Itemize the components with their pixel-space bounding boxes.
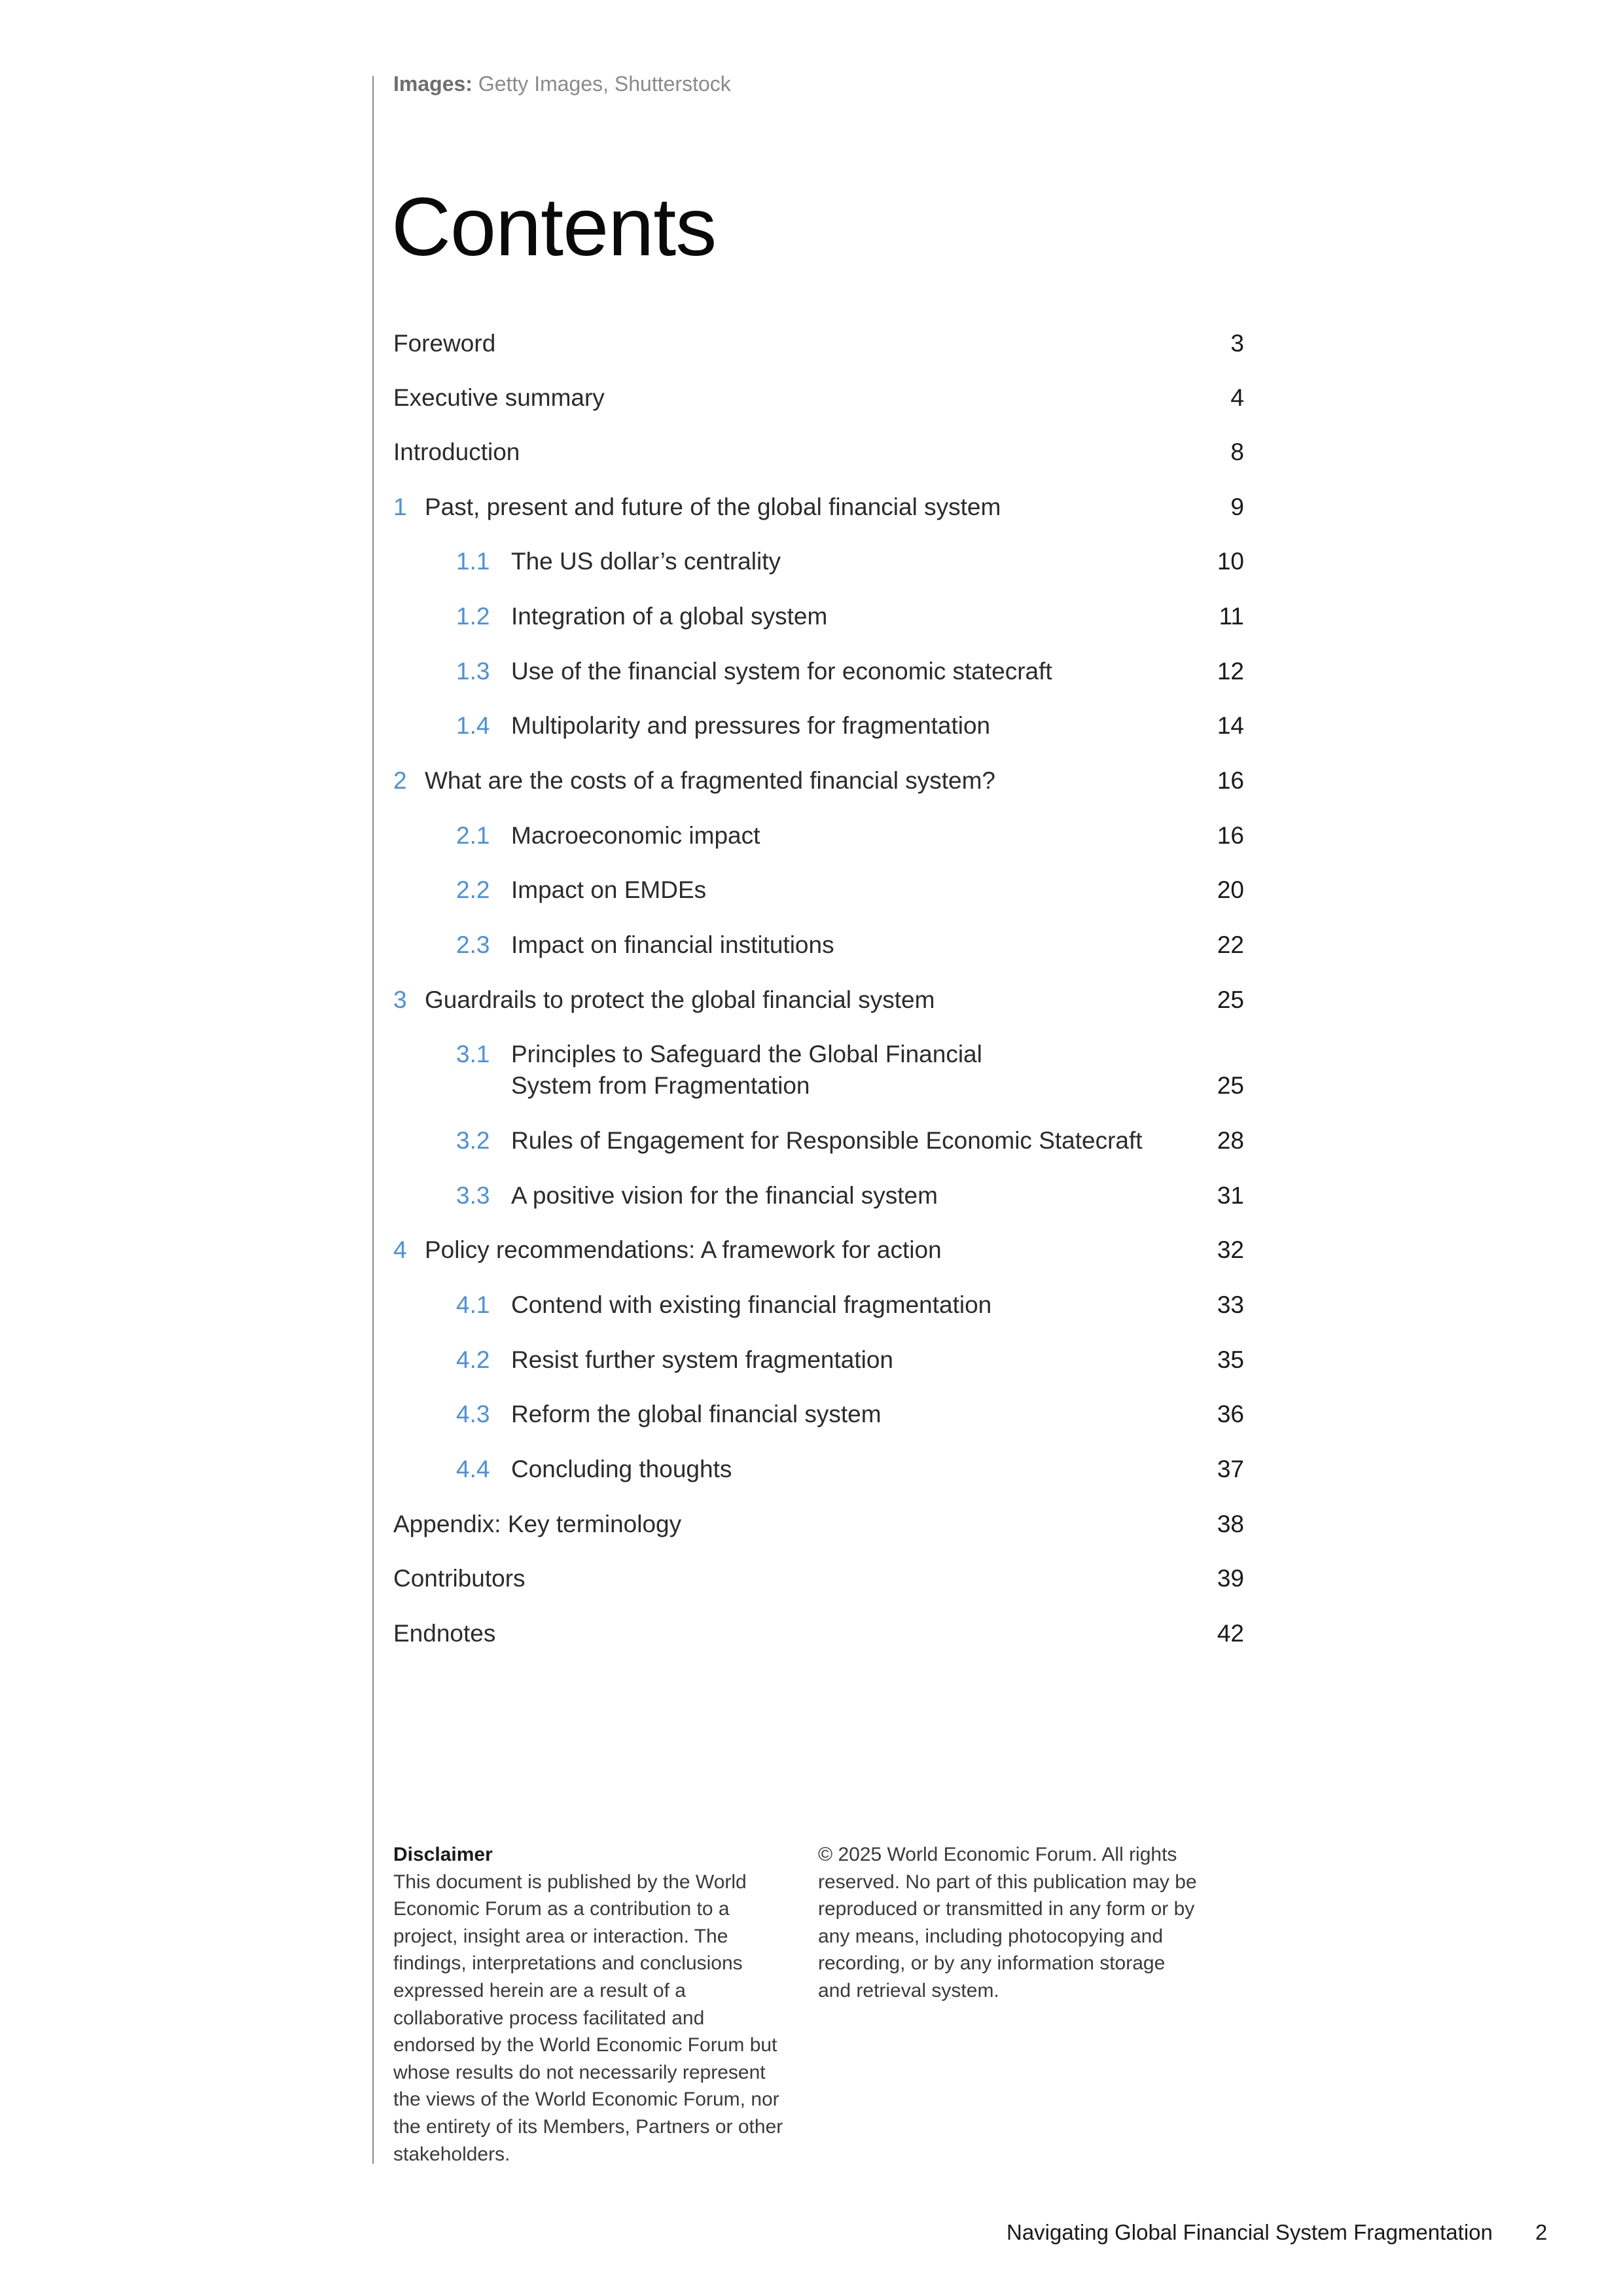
toc-subsection-page: 20 [1217,876,1244,903]
toc-subsection-label: Multipolarity and pressures for fragmentation [511,712,991,739]
toc-entry-label: Introduction [393,439,520,465]
toc-section-page: 32 [1217,1236,1244,1263]
toc-subsection-number: 2.2 [456,876,490,903]
toc-subsection-number: 2.3 [456,931,490,958]
toc-subsection-label-line2: System from Fragmentation [511,1072,810,1099]
toc-subsection-number: 4.2 [456,1346,490,1373]
toc-subsection-label: The US dollar’s centrality [511,548,781,575]
toc-subsection-number: 1.1 [456,548,490,575]
toc-subsection-label: Contend with existing financial fragmentation [511,1291,992,1318]
toc-subsection-page: 37 [1217,1456,1244,1482]
toc-subsection-label: Integration of a global system [511,603,828,630]
toc-section-number: 3 [393,986,407,1013]
toc-subsection-number: 4.4 [456,1456,490,1482]
toc-subsection-page: 35 [1217,1346,1244,1373]
margin-rule [372,76,374,2164]
disclaimer-text: This document is published by the World Economic Forum as a contribution to a project, insight area or interaction. The findings, interpretations and conclusions expressed herein are a result of a collaborative process facilitated and endorsed by the World Economic Forum but whose results do not necessarily represent the views of the World Economic Forum, nor the entirety of its Members, Partners or other stakeholders. [393,1871,783,2165]
toc-section-label: Policy recommendations: A framework for action [425,1236,942,1263]
toc-subsection-label: Macroeconomic impact [511,822,760,849]
toc-section-label: Past, present and future of the global financial system [425,493,1001,520]
toc-subsection-page: 16 [1217,822,1244,849]
toc-entry-page: 38 [1217,1511,1244,1537]
image-credits-label: Images: [393,72,473,96]
toc-subsection-number: 3.3 [456,1182,490,1209]
toc-subsection-label: Reform the global financial system [511,1401,882,1427]
toc-subsection-number: 4.1 [456,1291,490,1318]
toc-subsection-page: 12 [1217,658,1244,685]
toc-subsection-number: 3.2 [456,1127,490,1154]
toc-entry-page: 39 [1217,1565,1244,1592]
image-credits [393,72,731,96]
toc-entry-label: Executive summary [393,384,605,411]
toc-entry-page: 42 [1217,1620,1244,1647]
toc-section-number: 1 [393,493,407,520]
toc-entry-label: Contributors [393,1565,526,1592]
toc-subsection-label: Rules of Engagement for Responsible Economic Statecraft [511,1127,1143,1154]
toc-subsection-page: 22 [1217,931,1244,958]
toc-subsection-number: 1.3 [456,658,490,685]
footer-page-number: 2 [1535,2220,1548,2244]
toc-subsection-page: 11 [1219,603,1244,630]
toc-subsection-label: Principles to Safeguard the Global Financial [511,1041,982,1067]
toc-section-page: 9 [1230,493,1244,520]
toc-subsection-page: 31 [1217,1182,1244,1209]
page-footer [1007,2220,1547,2245]
disclaimer-heading: Disclaimer [393,1844,493,1865]
toc-section-page: 25 [1217,986,1244,1013]
toc-entry-page: 4 [1230,384,1244,411]
toc-subsection-number: 2.1 [456,822,490,849]
toc-section-number: 2 [393,767,407,794]
toc-subsection-number: 1.2 [456,603,490,630]
toc-subsection-number: 1.4 [456,712,490,739]
page-title: Contents [391,181,717,273]
image-credits-text: Getty Images, Shutterstock [478,72,731,96]
toc-entry-label: Endnotes [393,1620,496,1647]
toc-entry-label: Appendix: Key terminology [393,1511,682,1537]
toc-subsection-label: Concluding thoughts [511,1456,732,1482]
toc-subsection-number: 4.3 [456,1401,490,1427]
footer-title: Navigating Global Financial System Fragmentation [1007,2220,1493,2244]
toc-subsection-label: Impact on financial institutions [511,931,834,958]
toc-subsection-page: 28 [1217,1127,1244,1154]
toc-entry-page: 8 [1230,439,1244,465]
toc-subsection-page: 14 [1217,712,1244,739]
toc-section-label: What are the costs of a fragmented financial system? [425,767,995,794]
toc-subsection-page: 25 [1217,1072,1244,1099]
toc-subsection-page: 36 [1217,1401,1244,1427]
toc-subsection-label: Resist further system fragmentation [511,1346,893,1373]
toc-subsection-label: A positive vision for the financial system [511,1182,938,1209]
disclaimer [393,1841,786,2168]
copyright-notice: © 2025 World Economic Forum. All rights reserved. No part of this publication may be reproduced or transmitted in any form or by any means, including photocopying and recording, or by any information storage and retrieval system. [818,1844,1197,2001]
toc-subsection-number: 3.1 [456,1041,490,1067]
toc-subsection-page: 10 [1217,548,1244,575]
toc-section-label: Guardrails to protect the global financial system [425,986,935,1013]
toc-section-number: 4 [393,1236,407,1263]
toc-subsection-page: 33 [1217,1291,1244,1318]
toc-entry-label: Foreword [393,330,496,357]
toc-entry-page: 3 [1230,330,1244,357]
toc-subsection-label: Use of the financial system for economic statecraft [511,658,1052,685]
toc-subsection-label: Impact on EMDEs [511,876,707,903]
toc-section-page: 16 [1217,767,1244,794]
